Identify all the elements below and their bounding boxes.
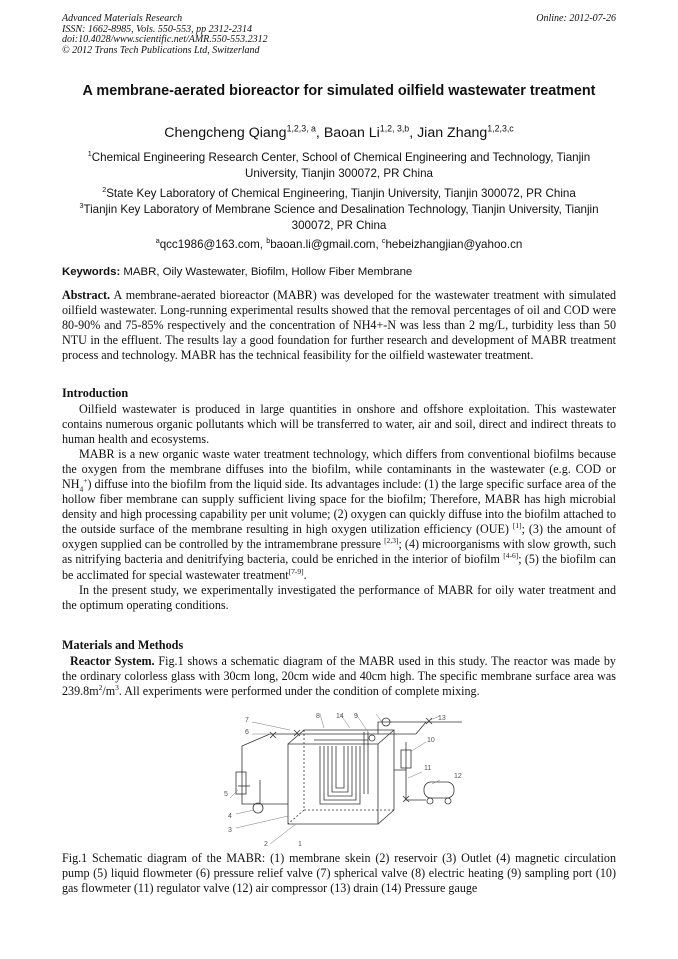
author-name: Jian Zhang bbox=[417, 125, 488, 141]
circulation-pump bbox=[253, 803, 263, 813]
figure-label: 2 bbox=[264, 841, 268, 848]
figure-label: 1 bbox=[298, 841, 302, 848]
affiliation-text: Tianjin Key Laboratory of Membrane Science and Desalination Technology, Tianjin University, Tianjin 300072, PR China bbox=[83, 203, 599, 232]
abstract-text: A membrane-aerated bioreactor (MABR) was developed for the wastewater treatment with simulated oilfield wastewater. Long-running experimental results showed that the removal percentages of oil and COD were 80-90% and 75-85% respectively and the concentration of NH4+-N was less than 2 mg/L, turbidity less than 50 NTU in the effluent. The results lay a good foundation for further research and development of MABR treatment process and technology. MABR has the technical feasibility for the oilfield wastewater treatment. bbox=[62, 288, 616, 363]
membrane-skein bbox=[314, 740, 368, 804]
figure-label: 7 bbox=[245, 717, 249, 724]
email-link[interactable]: baoan.li@gmail.com bbox=[270, 238, 376, 251]
keywords-label: Keywords: bbox=[62, 266, 121, 278]
author-emails: $^a$qcc1986@163.com, $^b$baoan.li@gmail.com, $^c$hebeizhangjian@yahoo.cn bbox=[155, 236, 523, 251]
sampling-port bbox=[369, 735, 375, 741]
figure-label: 6 bbox=[245, 729, 249, 736]
citation: [4-6] bbox=[503, 551, 519, 561]
figure-caption: Fig.1 Schematic diagram of the MABR: (1) membrane skein (2) reservoir (3) Outlet (4) magnetic circulation pump (5) liquid flowmeter (6) pressure relief valve (7) spherical valve (8) electric heating (9) sampling port (10) gas flowmeter (11) regulator valve (12) air compressor (13) drain (14) Pressure gauge bbox=[62, 851, 616, 896]
drain-valve bbox=[426, 718, 432, 724]
journal-name: Advanced Materials Research bbox=[62, 13, 183, 24]
figure-label: 13 bbox=[438, 715, 446, 722]
pressure-relief-valve bbox=[270, 732, 276, 738]
author-affiliation-marks: 1,2, 3,b bbox=[379, 123, 410, 134]
affiliation-text: Chemical Engineering Research Center, School of Chemical Engineering and Technology, Tianjin University, Tianjin 300072, PR China bbox=[91, 151, 591, 180]
journal-doi: doi:10.4028/www.scientific.net/AMR.550-553.2312 bbox=[62, 34, 268, 46]
paragraph: Oilfield wastewater is produced in large quantities in onshore and offshore exploitation. This wastewater contains numerous organic pollutants which will be transferred to water, air and soil, direct and indirect threats to human health and ecosystems. bbox=[62, 402, 616, 447]
keywords-text: MABR, Oily Wastewater, Biofilm, Hollow Fiber Membrane bbox=[123, 266, 413, 278]
paragraph: MABR is a new organic waste water treatment technology, which differs from conventional biofilms because the oxygen from the membrane diffuses into the biofilm, while contaminants in the wastewater (e.g. COD or $NH_4^+$) diffuse into the biofilm from the liquid side. Its advantages include: (1) the large specific surface area of the hollow fiber membrane can supply sufficient living space for the biofilm; Therefore, MABR has high microbial density and high processing capability per unit volume; (2) oxygen can quickly diffuse into the biofilm attached to the outside surface of the membrane resulting in high oxygen utilization efficiency (OUE) [1]; (3) the amount of oxygen supplied can be controlled by the intramembrane pressure [2,3]; (4) microorganisms with slow growth, such as nitrifying bacteria and denitrifying bacteria, could be enriched in the interior of biofilm [4-6]; (5) the biofilm can be acclimated for special wastewater treatment[7-9]. bbox=[62, 447, 617, 582]
email-link[interactable]: hebeizhangjian@yahoo.cn bbox=[385, 238, 523, 251]
author-list: Chengcheng Qiang$^{1,2,3, a}$, Baoan Li$^{1,2, 3,b}$, Jian Zhang$^{1,2,3,c}$ bbox=[164, 123, 514, 141]
author-affiliation-marks: 1,2,3, a bbox=[286, 123, 316, 134]
author-name: Chengcheng Qiang bbox=[164, 125, 287, 141]
figure-label: 10 bbox=[427, 737, 435, 744]
mabr-schematic-figure bbox=[200, 712, 468, 848]
abstract bbox=[62, 288, 616, 363]
citation: [2,3] bbox=[384, 536, 399, 546]
affiliation-2: $^2$State Key Laboratory of Chemical Engineering, Tianjin University, Tianjin 300072, PR China bbox=[102, 185, 576, 200]
section-heading-introduction: Introduction bbox=[62, 386, 129, 400]
section-heading-materials-methods: Materials and Methods bbox=[62, 638, 184, 652]
figure-label: 14 bbox=[336, 713, 344, 720]
paragraph: In the present study, we experimentally investigated the performance of MABR for oily water treatment and the optimum operating conditions. bbox=[62, 582, 616, 612]
online-date: Online: 2012-07-26 bbox=[536, 13, 616, 24]
methods-body bbox=[62, 654, 616, 699]
paper-title: A membrane-aerated bioreactor for simulated oilfield wastewater treatment bbox=[82, 83, 596, 99]
affiliation-text: State Key Laboratory of Chemical Engineering, Tianjin University, Tianjin 300072, PR China bbox=[106, 187, 576, 200]
journal-issn: ISSN: 1662-8985, Vols. 550-553, pp 2312-2314 bbox=[62, 23, 252, 35]
author-affiliation-marks: 1,2,3,c bbox=[487, 123, 514, 134]
citation: [1] bbox=[512, 521, 522, 531]
journal-header bbox=[62, 14, 616, 56]
journal-copyright: © 2012 Trans Tech Publications Ltd, Switzerland bbox=[62, 44, 260, 56]
electric-heater bbox=[364, 732, 368, 794]
email-link[interactable]: qcc1986@163.com bbox=[159, 238, 260, 251]
spherical-valve bbox=[294, 730, 300, 736]
air-compressor bbox=[424, 782, 454, 804]
introduction-body bbox=[62, 402, 616, 613]
abstract-label: Abstract. bbox=[62, 288, 111, 302]
affiliation-3: $^3$Tianjin Key Laboratory of Membrane Science and Desalination Technology, Tianjin University, Tianjin 300072, PR China bbox=[79, 201, 599, 232]
paragraph: Reactor System. Fig.1 shows a schematic diagram of the MABR used in this study. The reactor was made by the ordinary colorless glass with 30cm long, 20cm wide and 40cm high. The specific membrane surface area was $239.8m^2/m^3$. All experiments were performed under the condition of complete mixing. bbox=[62, 654, 616, 699]
figure-label: 9 bbox=[354, 713, 358, 720]
figure-label: 11 bbox=[424, 765, 432, 772]
author-name: Baoan Li bbox=[323, 125, 380, 141]
citation: [7-9] bbox=[288, 566, 304, 576]
reservoir-tank bbox=[288, 744, 378, 824]
affiliation-1: $^1$Chemical Engineering Research Center, School of Chemical Engineering and Technology, Tianjin University, Tianjin 300072, PR China bbox=[87, 149, 591, 180]
keywords bbox=[62, 265, 616, 280]
figure-label: 8 bbox=[316, 713, 320, 720]
figure-label: 5 bbox=[224, 791, 228, 798]
subsection-label: Reactor System. bbox=[70, 654, 155, 668]
figure-label: 3 bbox=[228, 827, 232, 834]
figure-label: 12 bbox=[454, 773, 462, 780]
figure-label: 4 bbox=[228, 813, 232, 820]
